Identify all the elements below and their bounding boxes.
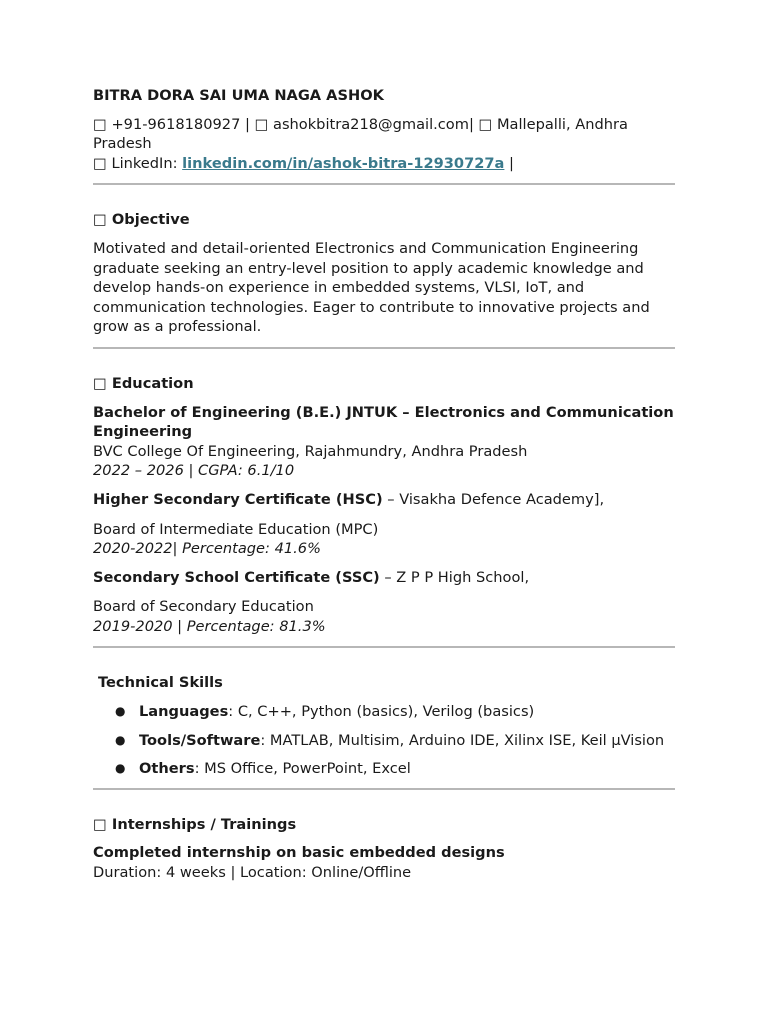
internship-details: Duration: 4 weeks | Location: Online/Offline bbox=[93, 864, 412, 882]
resume-content bbox=[93, 86, 675, 892]
bullet-icon: ● bbox=[115, 761, 126, 776]
skills-title: Technical Skills bbox=[98, 674, 223, 692]
ssc-title: Secondary School Certificate (SSC) bbox=[93, 568, 380, 586]
bullet-icon: ● bbox=[115, 704, 126, 719]
objective-heading bbox=[93, 210, 675, 230]
linkedin-label: LinkedIn: bbox=[111, 154, 178, 172]
candidate-name: BITRA DORA SAI UMA NAGA ASHOK bbox=[93, 87, 384, 104]
email-icon: □ bbox=[254, 115, 269, 133]
ssc-period: 2019-2020 | Percentage: 81.3% bbox=[93, 617, 326, 635]
internships-title: Internships / Trainings bbox=[111, 815, 297, 833]
education-title: Education bbox=[111, 374, 194, 392]
phone-number: +91-9618180927 bbox=[111, 115, 241, 133]
location-line2: Pradesh bbox=[93, 135, 152, 153]
location-icon: □ bbox=[478, 115, 493, 133]
skill-label: Languages bbox=[139, 703, 229, 721]
briefcase-icon: □ bbox=[93, 815, 107, 833]
skill-value: : MATLAB, Multisim, Arduino IDE, Xilinx ISE, Keil µVision bbox=[260, 731, 665, 749]
linkedin-link[interactable]: linkedin.com/in/ashok-bitra-12930727a bbox=[182, 154, 505, 172]
separator: | bbox=[245, 115, 250, 133]
hsc-institution: – Visakha Defence Academy], bbox=[382, 490, 605, 508]
be-title: Bachelor of Engineering (B.E.) JNTUK – Electronics and Communication Engineering bbox=[93, 403, 674, 441]
linkedin-icon: □ bbox=[93, 154, 107, 172]
bullet-icon: ● bbox=[115, 732, 126, 747]
hsc-board: Board of Intermediate Education (MPC) bbox=[93, 520, 379, 538]
contact-line bbox=[93, 115, 675, 135]
separator: | bbox=[509, 154, 514, 172]
list-item bbox=[115, 731, 675, 751]
education-entry-be bbox=[93, 403, 675, 481]
location-line1: Mallepalli, Andhra bbox=[496, 115, 628, 133]
list-item bbox=[115, 702, 675, 722]
divider bbox=[93, 347, 675, 349]
education-heading bbox=[93, 374, 675, 394]
email-address[interactable]: ashokbitra218@gmail.com bbox=[273, 115, 469, 133]
linkedin-line bbox=[93, 154, 675, 174]
skill-value: : MS Office, PowerPoint, Excel bbox=[194, 760, 411, 778]
be-college: BVC College Of Engineering, Rajahmundry, Andhra Pradesh bbox=[93, 442, 528, 460]
education-entry-ssc bbox=[93, 568, 675, 637]
list-item bbox=[115, 759, 675, 779]
objective-title: Objective bbox=[111, 211, 190, 229]
divider bbox=[93, 646, 675, 648]
divider bbox=[93, 788, 675, 790]
skill-label: Others bbox=[139, 760, 195, 778]
target-icon: □ bbox=[93, 211, 107, 229]
education-entry-hsc bbox=[93, 490, 675, 559]
be-period: 2022 – 2026 | CGPA: 6.1/10 bbox=[93, 462, 295, 480]
objective-text: Motivated and detail-oriented Electronics and Communication Engineering graduate seeking an entry-level position to apply academic knowledge and develop hands-on experience in embedded systems, VLSI, IoT, and communication technologies. Eager to contribute to innovative projects and grow as a professional. bbox=[93, 239, 650, 336]
separator: | bbox=[468, 115, 474, 133]
divider bbox=[93, 183, 675, 185]
internship-entry bbox=[93, 843, 675, 882]
hsc-period: 2020-2022| Percentage: 41.6% bbox=[93, 540, 321, 558]
internship-title: Completed internship on basic embedded designs bbox=[93, 844, 505, 862]
graduation-icon: □ bbox=[93, 374, 107, 392]
internships-heading bbox=[93, 815, 675, 835]
hsc-title: Higher Secondary Certificate (HSC) bbox=[93, 490, 383, 508]
ssc-institution: – Z P P High School, bbox=[379, 568, 530, 586]
skills-list bbox=[93, 702, 675, 779]
skill-value: : C, C++, Python (basics), Verilog (basics) bbox=[228, 703, 535, 721]
skills-heading bbox=[93, 673, 675, 693]
skill-label: Tools/Software bbox=[139, 731, 261, 749]
phone-icon: □ bbox=[93, 115, 107, 133]
ssc-board: Board of Secondary Education bbox=[93, 598, 314, 616]
